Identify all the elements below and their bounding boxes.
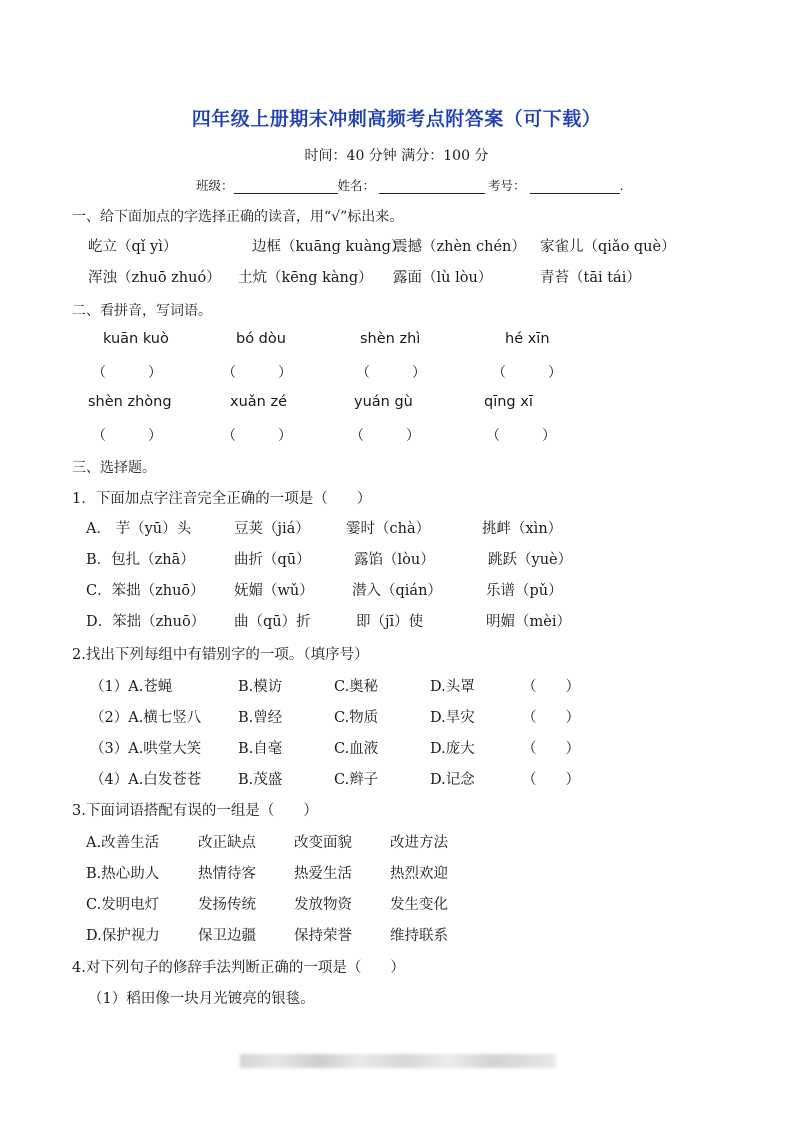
pinyin-prompt: hé xīn: [505, 331, 550, 347]
q1-option: 明媚（mèi）: [486, 614, 571, 630]
q2-option: C.辫子: [334, 772, 379, 788]
s1-item: 家雀儿（qiǎo què）: [540, 239, 676, 255]
q2-option: D.记念: [430, 772, 475, 788]
q2-option: （1）A.苍蝇: [90, 679, 173, 695]
s1-item: 青苔（tāi tái）: [540, 270, 641, 286]
q2-option: B.曾经: [238, 710, 283, 726]
q2-option: B.模访: [238, 679, 283, 695]
q3-option: 热爱生活: [294, 866, 352, 882]
q1-option: C．笨拙（zhuō）: [86, 583, 205, 599]
question-2-stem: 2.找出下列每组中有错别字的一项。（填序号）: [72, 647, 369, 663]
section-3-heading: 三、选择题。: [72, 460, 156, 476]
q1-option: D．笨拙（zhuō）: [86, 614, 206, 630]
q1-option: 霎时（chà）: [346, 521, 431, 537]
q2-option: （2）A.横七竖八: [90, 710, 202, 726]
s1-item: 震撼（zhèn chén）: [393, 239, 526, 255]
q2-option: D.庞大: [430, 741, 475, 757]
q2-option: C.奥秘: [334, 679, 379, 695]
pinyin-prompt: shèn zhì: [360, 331, 421, 347]
question-3-stem: 3.下面词语搭配有误的一组是（ ）: [72, 803, 318, 819]
q1-option: 曲折（qū）: [234, 552, 311, 568]
q3-option: 改进方法: [390, 835, 448, 851]
answer-blank[interactable]: （ ）: [492, 365, 562, 381]
q3-option: 保持荣誉: [294, 928, 352, 944]
pinyin-prompt: yuán gù: [354, 394, 413, 410]
answer-blank[interactable]: （ ）: [92, 428, 162, 444]
answer-blank[interactable]: （ ）: [522, 741, 580, 757]
q3-option: 保卫边疆: [198, 928, 256, 944]
q3-option: 维持联系: [390, 928, 448, 944]
answer-blank[interactable]: （ ）: [350, 428, 420, 444]
q2-option: B.茂盛: [238, 772, 283, 788]
q1-option: B．包扎（zhā）: [86, 552, 195, 568]
student-info-row: [196, 176, 624, 194]
answer-blank[interactable]: （ ）: [522, 679, 580, 695]
q1-option: 即（jī）使: [356, 614, 424, 630]
q2-option: C.血液: [334, 741, 379, 757]
info-end: .: [619, 178, 624, 193]
q1-option: 挑衅（xìn）: [482, 521, 563, 537]
q1-option: 豆荚（jiá）: [234, 521, 310, 537]
q1-option: 乐谱（pǔ）: [486, 583, 563, 599]
q1-option: 妩媚（wǔ）: [234, 583, 314, 599]
q3-option: D.保护视力: [86, 928, 160, 944]
q3-option: 热烈欢迎: [390, 866, 448, 882]
number-field[interactable]: [530, 179, 620, 194]
blurred-footer-watermark: [240, 1054, 556, 1068]
section-2-heading: 二、看拼音，写词语。: [72, 303, 212, 319]
s1-item: 边框（kuāng kuàng）: [252, 239, 406, 255]
q2-option: （4）A.白发苍苍: [90, 772, 202, 788]
question-4-stem: 4.对下列句子的修辞手法判断正确的一项是（ ）: [72, 960, 405, 976]
q2-option: B.自毫: [238, 741, 283, 757]
class-label: 班级：: [196, 178, 234, 193]
class-field[interactable]: [234, 179, 338, 194]
answer-blank[interactable]: （ ）: [486, 428, 556, 444]
q1-option: 曲（qū）折: [234, 614, 311, 630]
q1-option: 跳跃（yuè）: [488, 552, 573, 568]
answer-blank[interactable]: （ ）: [356, 365, 426, 381]
s1-item: 屹立（qǐ yì）: [88, 239, 178, 255]
pinyin-prompt: shèn zhòng: [88, 394, 172, 410]
q1-option: A． 芋（yū）头: [86, 521, 192, 537]
pinyin-prompt: kuān kuò: [103, 331, 169, 347]
pinyin-prompt: xuǎn zé: [230, 394, 287, 410]
answer-blank[interactable]: （ ）: [222, 428, 292, 444]
name-label: 姓名：: [337, 178, 376, 193]
q2-option: D.头罩: [430, 679, 475, 695]
q2-option: D.旱灾: [430, 710, 475, 726]
q3-option: 改正缺点: [198, 835, 256, 851]
answer-blank[interactable]: （ ）: [522, 772, 580, 788]
s1-item: 露面（lù lòu）: [393, 270, 493, 286]
q3-option: 发扬传统: [198, 897, 256, 913]
answer-blank[interactable]: （ ）: [522, 710, 580, 726]
section-1-heading: 一、给下面加点的字选择正确的读音，用“√”标出来。: [72, 209, 404, 225]
q1-option: 潜入（qián）: [352, 583, 442, 599]
q3-option: 热情待客: [198, 866, 256, 882]
q3-option: A.改善生活: [86, 835, 160, 851]
answer-blank[interactable]: （ ）: [92, 365, 162, 381]
q3-option: 发生变化: [390, 897, 448, 913]
answer-blank[interactable]: （ ）: [222, 365, 292, 381]
q3-option: C.发明电灯: [86, 897, 160, 913]
exam-time-info: 时间：40 分钟 满分：100 分: [304, 148, 489, 164]
question-1-stem: 1．下面加点字注音完全正确的一项是（ ）: [72, 491, 372, 507]
page-title: 四年级上册期末冲刺高频考点附答案（可下载）: [191, 108, 602, 130]
pinyin-prompt: bó dòu: [236, 331, 286, 347]
name-field[interactable]: [379, 179, 485, 194]
q2-option: C.物质: [334, 710, 379, 726]
pinyin-prompt: qīng xī: [484, 394, 533, 410]
q1-option: 露馅（lòu）: [354, 552, 435, 568]
q4-sentence: （1）稻田像一块月光镀亮的银毯。: [88, 991, 315, 1007]
s1-item: 浑浊（zhuō zhuó）: [88, 270, 221, 286]
q3-option: 改变面貌: [294, 835, 352, 851]
number-label: 考号：: [488, 178, 526, 193]
q3-option: B.热心助人: [86, 866, 160, 882]
q3-option: 发放物资: [294, 897, 352, 913]
s1-item: 土炕（kēng kàng）: [238, 270, 373, 286]
q2-option: （3）A.哄堂大笑: [90, 741, 202, 757]
